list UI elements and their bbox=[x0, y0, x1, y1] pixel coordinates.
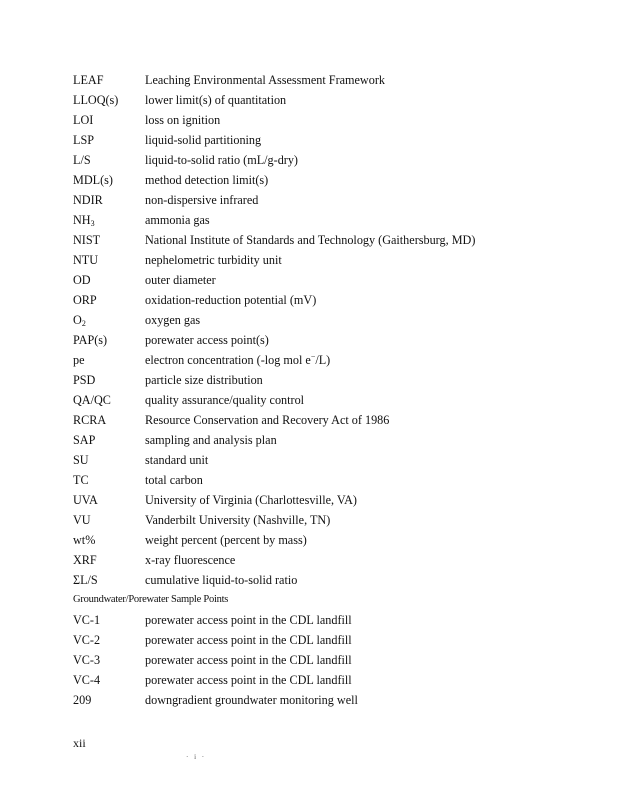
page-number: xii bbox=[73, 736, 86, 750]
abbreviation-term: PAP(s) bbox=[73, 333, 108, 347]
sample-point-description: porewater access point in the CDL landfill bbox=[145, 653, 352, 667]
abbreviation-term: QA/QC bbox=[73, 393, 111, 407]
abbreviation-definition: outer diameter bbox=[145, 273, 216, 287]
abbreviation-definition: University of Virginia (Charlottesville, VA) bbox=[145, 493, 357, 507]
sample-point-id: VC-1 bbox=[73, 613, 101, 627]
abbreviation-term: TC bbox=[73, 473, 89, 487]
abbreviation-row bbox=[73, 490, 593, 510]
abbreviation-definition: oxidation-reduction potential (mV) bbox=[145, 293, 317, 307]
abbreviation-term: SU bbox=[73, 453, 89, 467]
abbreviation-definition: quality assurance/quality control bbox=[145, 393, 305, 407]
sample-point-id: 209 bbox=[73, 693, 92, 707]
sample-point-id: VC-2 bbox=[73, 633, 101, 647]
abbreviation-definition: Vanderbilt University (Nashville, TN) bbox=[145, 513, 331, 527]
abbreviation-row bbox=[73, 510, 593, 530]
abbreviation-list bbox=[73, 70, 593, 710]
abbreviation-row bbox=[73, 410, 593, 430]
abbreviation-term-base: O bbox=[73, 313, 82, 327]
sample-point-description: porewater access point in the CDL landfill bbox=[145, 673, 352, 687]
sample-point-row bbox=[73, 670, 593, 690]
abbreviation-definition bbox=[145, 350, 593, 370]
abbreviation-definition: porewater access point(s) bbox=[145, 333, 269, 347]
abbreviation-row bbox=[73, 370, 593, 390]
abbreviation-definition: ammonia gas bbox=[145, 213, 210, 227]
abbreviation-definition: nephelometric turbidity unit bbox=[145, 253, 282, 267]
abbreviation-definition: liquid-solid partitioning bbox=[145, 133, 262, 147]
abbreviation-term: LSP bbox=[73, 133, 95, 147]
abbreviation-definition: weight percent (percent by mass) bbox=[145, 533, 307, 547]
abbreviation-row bbox=[73, 350, 593, 370]
section-heading: Groundwater/Porewater Sample Points bbox=[73, 594, 229, 605]
abbreviation-row bbox=[73, 450, 593, 470]
abbreviation-term: NIST bbox=[73, 233, 101, 247]
abbreviation-term: LLOQ(s) bbox=[73, 93, 119, 107]
abbreviation-term: NTU bbox=[73, 253, 99, 267]
abbreviation-definition: Leaching Environmental Assessment Framework bbox=[145, 73, 385, 87]
abbreviation-definition: National Institute of Standards and Technology (Gaithersburg, MD) bbox=[145, 233, 476, 247]
definition-superscript: − bbox=[310, 352, 316, 361]
abbreviation-row bbox=[73, 530, 593, 550]
abbreviation-term: LEAF bbox=[73, 73, 104, 87]
abbreviation-term: RCRA bbox=[73, 413, 107, 427]
abbreviation-row bbox=[73, 270, 593, 290]
definition-text-after: /L) bbox=[315, 353, 331, 367]
abbreviation-term bbox=[73, 210, 145, 230]
abbreviation-definition: loss on ignition bbox=[145, 113, 221, 127]
abbreviation-row bbox=[73, 470, 593, 490]
sample-point-row bbox=[73, 690, 593, 710]
abbreviation-row bbox=[73, 230, 593, 250]
abbreviation-term: XRF bbox=[73, 553, 97, 567]
abbreviation-row bbox=[73, 170, 593, 190]
abbreviation-term: LOI bbox=[73, 113, 94, 127]
sample-point-row bbox=[73, 610, 593, 630]
abbreviation-row bbox=[73, 310, 593, 330]
abbreviation-term-base: NH bbox=[73, 213, 91, 227]
abbreviation-definition: cumulative liquid-to-solid ratio bbox=[145, 573, 298, 587]
abbreviation-definition: x-ray fluorescence bbox=[145, 553, 236, 567]
abbreviation-row bbox=[73, 430, 593, 450]
abbreviation-term: NDIR bbox=[73, 193, 103, 207]
abbreviation-row bbox=[73, 150, 593, 170]
definition-text-before: electron concentration (-log mol e bbox=[145, 353, 311, 367]
sample-point-id: VC-4 bbox=[73, 673, 101, 687]
abbreviation-term: PSD bbox=[73, 373, 96, 387]
abbreviation-row bbox=[73, 570, 593, 590]
abbreviation-row bbox=[73, 190, 593, 210]
sample-point-description: downgradient groundwater monitoring well bbox=[145, 693, 358, 707]
abbreviation-row bbox=[73, 330, 593, 350]
sample-point-description: porewater access point in the CDL landfill bbox=[145, 633, 352, 647]
abbreviation-row bbox=[73, 390, 593, 410]
abbreviation-term-subscript: 3 bbox=[90, 219, 95, 228]
sample-point-id: VC-3 bbox=[73, 653, 101, 667]
abbreviation-definition: oxygen gas bbox=[145, 313, 201, 327]
abbreviation-row bbox=[73, 210, 593, 230]
abbreviation-term: VU bbox=[73, 513, 91, 527]
abbreviation-definition: liquid-to-solid ratio (mL/g-dry) bbox=[145, 153, 298, 167]
abbreviation-definition: total carbon bbox=[145, 473, 203, 487]
abbreviation-definition: standard unit bbox=[145, 453, 209, 467]
abbreviation-row bbox=[73, 130, 593, 150]
sample-point-description: porewater access point in the CDL landfill bbox=[145, 613, 352, 627]
abbreviation-definition: Resource Conservation and Recovery Act of 1986 bbox=[145, 413, 390, 427]
abbreviation-term-subscript: 2 bbox=[81, 319, 86, 328]
abbreviation-definition: particle size distribution bbox=[145, 373, 263, 387]
abbreviation-term: SAP bbox=[73, 433, 96, 447]
abbreviation-row bbox=[73, 550, 593, 570]
abbreviation-definition: non-dispersive infrared bbox=[145, 193, 259, 207]
abbreviation-term: ORP bbox=[73, 293, 97, 307]
sample-point-row bbox=[73, 630, 593, 650]
abbreviation-term: OD bbox=[73, 273, 91, 287]
abbreviation-row bbox=[73, 70, 593, 90]
footer-marks: · i · bbox=[186, 753, 207, 761]
abbreviation-term bbox=[73, 310, 145, 330]
abbreviation-term: pe bbox=[73, 353, 85, 367]
abbreviation-term: ΣL/S bbox=[73, 573, 98, 587]
abbreviation-term: L/S bbox=[73, 153, 91, 167]
abbreviation-definition: sampling and analysis plan bbox=[145, 433, 277, 447]
abbreviation-term: UVA bbox=[73, 493, 98, 507]
abbreviation-definition: lower limit(s) of quantitation bbox=[145, 93, 287, 107]
abbreviation-definition: method detection limit(s) bbox=[145, 173, 269, 187]
sample-point-row bbox=[73, 650, 593, 670]
abbreviation-row bbox=[73, 290, 593, 310]
abbreviation-term: wt% bbox=[73, 533, 96, 547]
abbreviation-term: MDL(s) bbox=[73, 173, 113, 187]
abbreviation-row bbox=[73, 250, 593, 270]
abbreviation-row bbox=[73, 110, 593, 130]
abbreviation-row bbox=[73, 90, 593, 110]
